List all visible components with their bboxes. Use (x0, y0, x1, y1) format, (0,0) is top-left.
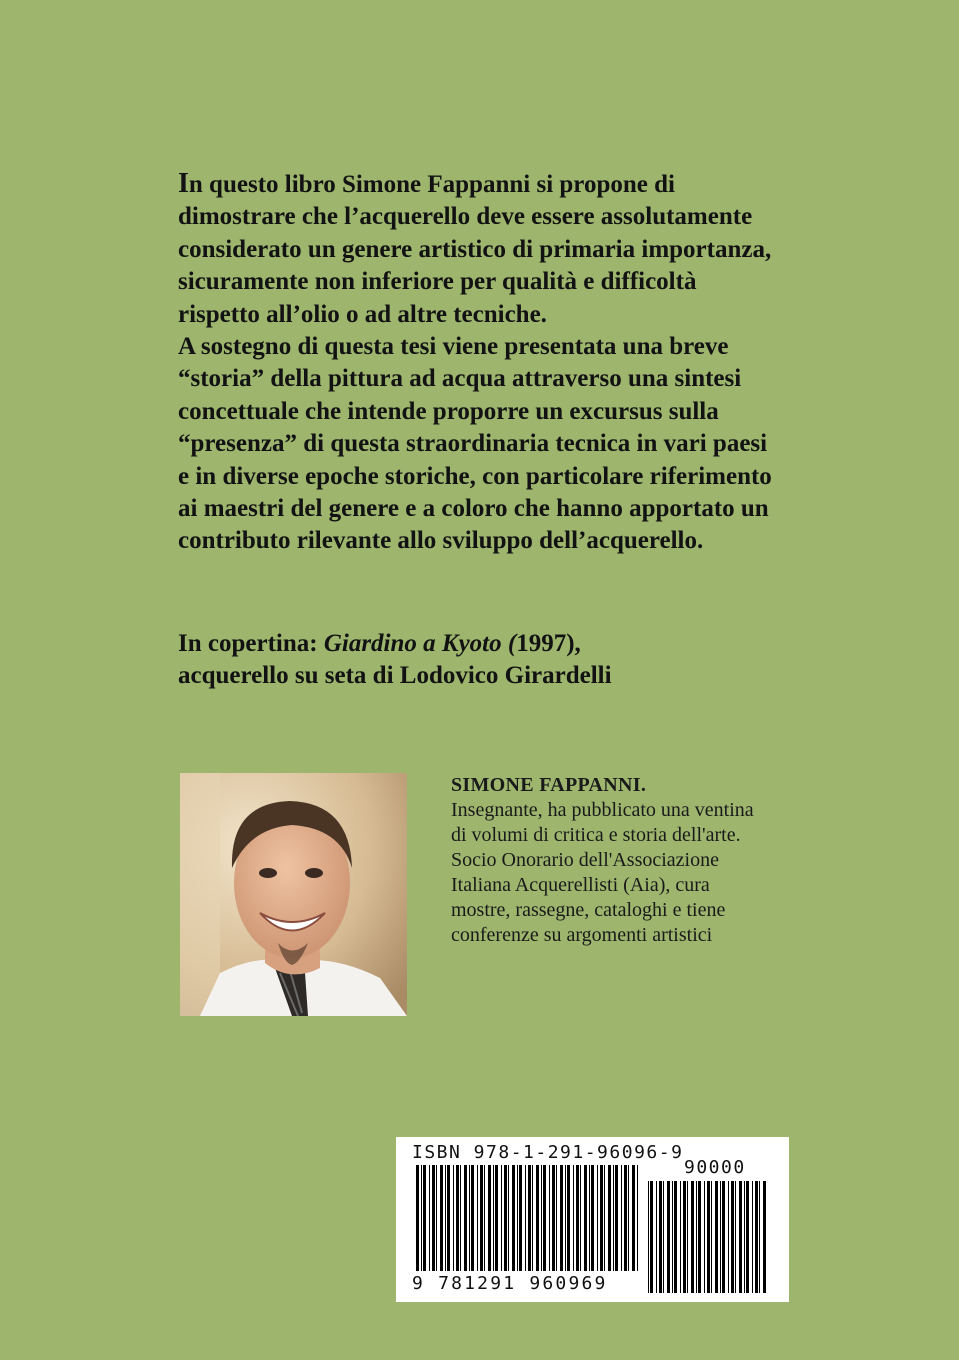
barcode-bar (504, 1165, 507, 1271)
barcode-bar (493, 1165, 494, 1271)
barcode-bar (731, 1181, 734, 1293)
barcode-bar (722, 1181, 725, 1293)
barcode-bar (471, 1165, 474, 1271)
book-blurb (178, 168, 778, 558)
barcode-bar (720, 1181, 721, 1293)
barcode-bar (453, 1165, 454, 1271)
barcode-bar (440, 1165, 443, 1271)
blurb-paragraph-1 (178, 168, 778, 331)
barcode-bar (576, 1165, 579, 1271)
barcode-bar (704, 1181, 705, 1293)
barcode-bar (680, 1181, 681, 1293)
barcode-bar (460, 1165, 461, 1271)
barcode-bar (696, 1181, 697, 1293)
barcode-bar (541, 1165, 542, 1271)
barcode-bar (637, 1165, 638, 1271)
barcode-bar (755, 1181, 758, 1293)
barcode-bar (536, 1165, 539, 1271)
barcode-bar (477, 1165, 478, 1271)
barcode-bar (488, 1165, 491, 1271)
barcode-bar (484, 1165, 485, 1271)
barcode-bar (707, 1181, 710, 1293)
cover-credit-line-1 (178, 628, 778, 660)
barcode-bar (549, 1165, 550, 1271)
isbn-barcode (396, 1137, 789, 1302)
author-photo (180, 773, 407, 1016)
barcode-bar (436, 1165, 437, 1271)
barcode-bar (567, 1165, 570, 1271)
barcode-bar (464, 1165, 467, 1271)
barcode-bar (525, 1165, 526, 1271)
barcode-bar (667, 1181, 670, 1293)
barcode-bar (565, 1165, 566, 1271)
barcode-bar (672, 1181, 673, 1293)
barcode-bar (628, 1165, 629, 1271)
barcode-bar (624, 1165, 627, 1271)
barcode-bar (735, 1181, 736, 1293)
author-name: SIMONE FAPPANNI. (451, 774, 647, 796)
barcode-bar (560, 1165, 563, 1271)
barcode-bar (573, 1165, 574, 1271)
cover-credit (178, 628, 778, 693)
barcode-bar (656, 1181, 657, 1293)
barcode-bar (621, 1165, 622, 1271)
barcode-bar (480, 1165, 483, 1271)
barcode-bar (416, 1165, 419, 1271)
barcode-bar (519, 1165, 522, 1271)
barcode-bar (752, 1181, 753, 1293)
barcode-bar (512, 1165, 515, 1271)
barcode-bar (589, 1165, 590, 1271)
barcode-bar (543, 1165, 546, 1271)
barcode-bar (711, 1181, 712, 1293)
barcode-bar (517, 1165, 518, 1271)
barcode-bar (528, 1165, 531, 1271)
author-bio (451, 773, 761, 948)
barcode-bar (659, 1181, 662, 1293)
barcode-bar (739, 1181, 742, 1293)
barcode-bar (597, 1165, 598, 1271)
barcode-bar (532, 1165, 533, 1271)
barcode-bar (591, 1165, 594, 1271)
barcode-bar (650, 1181, 653, 1293)
barcode-bar (501, 1165, 502, 1271)
barcode-bar (663, 1181, 664, 1293)
barcode-bar (763, 1181, 766, 1293)
barcode-bar (445, 1165, 446, 1271)
isbn-label: ISBN 978-1-291-96096-9 (412, 1142, 684, 1163)
barcode-bar (683, 1181, 686, 1293)
barcode-bar (759, 1181, 760, 1293)
barcode-bar (423, 1165, 426, 1271)
blurb-paragraph-2: A sostegno di questa tesi viene presentata una breve “storia” della pittura ad acqua attraverso una sintesi concettuale che intende proporre un excursus sulla “presenza” di questa straordinaria tecnica in vari paesi e in diverse epoche storiche, con particolare riferimento ai maestri del genere e a coloro che hanno apportato un contributo rilevante allo sviluppo dell’acquerello. (178, 333, 772, 555)
barcode-bar (552, 1165, 555, 1271)
barcode-bar (691, 1181, 694, 1293)
author-bio-text: Insegnante, ha pubblicato una ventina di volumi di critica e storia dell'arte. Socio Onorario dell'Associazione Italiana Acquerellisti (Aia), cura mostre, rassegne, cataloghi e tiene conferenze su argomenti artistici (451, 799, 754, 946)
cover-credit-prefix: In copertina: (178, 630, 324, 657)
author-portrait-image (180, 773, 407, 1016)
barcode-bar (447, 1165, 450, 1271)
barcode-bar (715, 1181, 718, 1293)
barcode-bar (698, 1181, 701, 1293)
ean-digits: 9 781291 960969 (412, 1273, 608, 1294)
barcode-bar (615, 1165, 618, 1271)
price-addon-label: 90000 (684, 1157, 746, 1178)
barcode-bar (432, 1165, 435, 1271)
barcode-bar (469, 1165, 470, 1271)
barcode-bar (608, 1165, 611, 1271)
blurb-paragraph-1-text: n questo libro Simone Fappanni si propone di dimostrare che l’acquerello deve essere assolutamente considerato un genere artistico di primaria importanza, sicuramente non inferiore per qualità e difficoltà rispetto all’olio o ad altre tecniche. (178, 171, 772, 328)
blurb-initial: I (178, 168, 189, 199)
barcode-bar (508, 1165, 509, 1271)
barcode-bar (556, 1165, 557, 1271)
barcode-bar (604, 1165, 605, 1271)
barcode-bar (674, 1181, 677, 1293)
barcode-bar (584, 1165, 587, 1271)
barcode-bar (613, 1165, 614, 1271)
barcode-bar (632, 1165, 635, 1271)
cover-artwork-title: Giardino a Kyoto ( (323, 630, 517, 657)
barcode-bar (456, 1165, 459, 1271)
barcode-bar (429, 1165, 430, 1271)
barcode-bar (687, 1181, 688, 1293)
barcode-bar (600, 1165, 603, 1271)
barcode-bar (744, 1181, 745, 1293)
barcode-bar (580, 1165, 581, 1271)
barcode-bar (648, 1181, 649, 1293)
cover-artwork-year: 1997), (516, 630, 581, 657)
barcode-bar (728, 1181, 729, 1293)
barcode-bar (746, 1181, 749, 1293)
barcode-bar (421, 1165, 422, 1271)
barcode-bar (495, 1165, 498, 1271)
cover-credit-line-2: acquerello su seta di Lodovico Girardelli (178, 662, 612, 690)
